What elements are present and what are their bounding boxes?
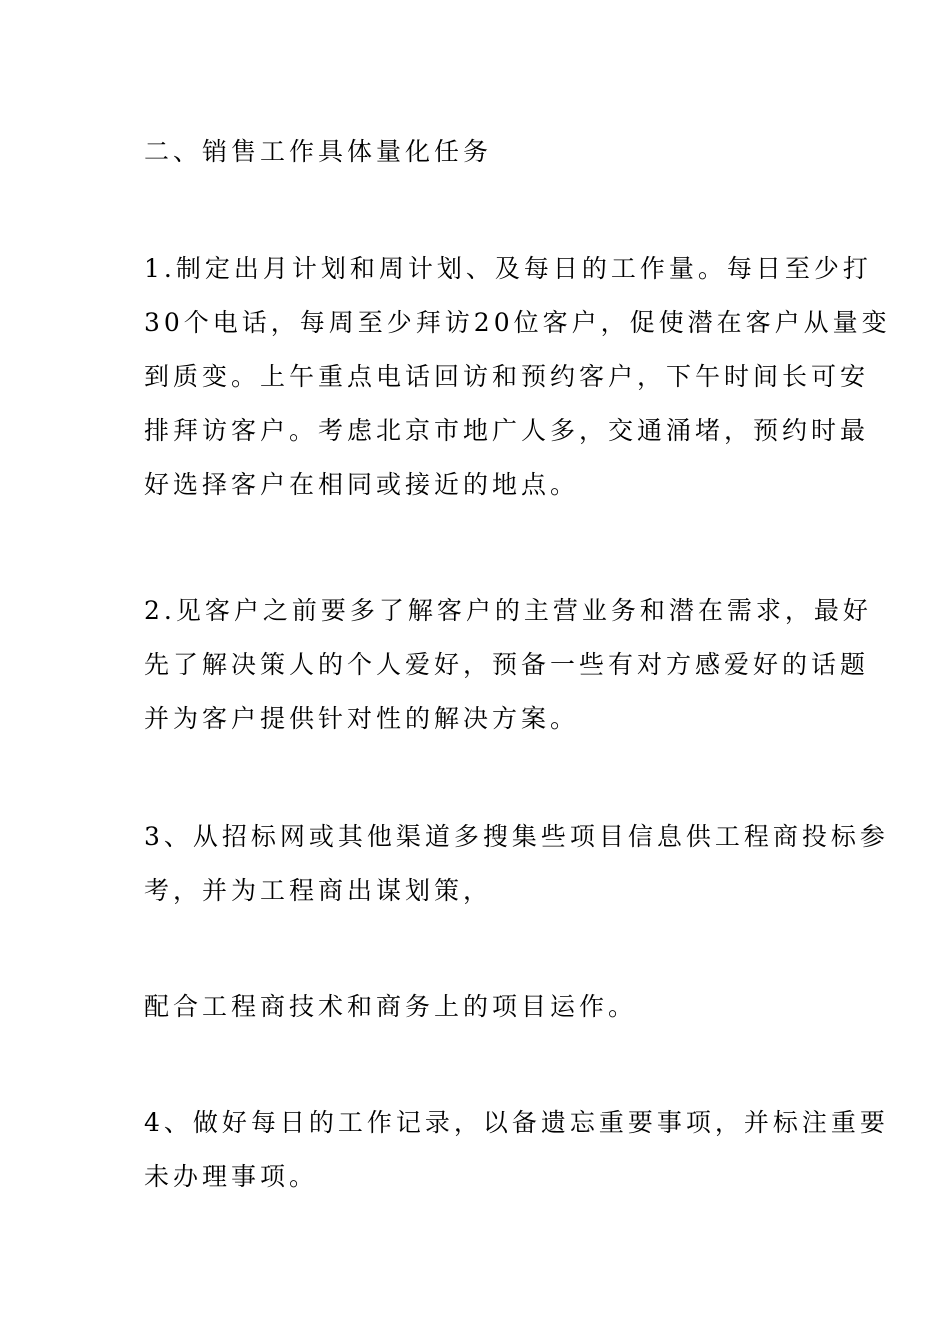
paragraph-line: 3、从招标网或其他渠道多搜集些项目信息供工程商投标参 [144, 822, 889, 851]
paragraph-1 [144, 242, 891, 512]
paragraph-2 [144, 584, 872, 746]
paragraph-line: 30个电话，每周至少拜访20位客户，促使潜在客户从量变 [144, 308, 891, 337]
paragraph-line: 并为客户提供针对性的解决方案。 [144, 704, 580, 733]
paragraph-line: 到质变。上午重点电话回访和预约客户，下午时间长可安 [144, 362, 870, 391]
paragraph-line: 排拜访客户。考虑北京市地广人多，交通涌堵，预约时最 [144, 416, 870, 445]
paragraph-5 [144, 1096, 889, 1204]
paragraph-line: 未办理事项。 [144, 1162, 319, 1191]
paragraph-line: 1.制定出月计划和周计划、及每日的工作量。每日至少打 [144, 254, 872, 283]
paragraph-4 [144, 980, 814, 1034]
heading-text: 二、销售工作具体量化任务 [144, 137, 493, 166]
paragraph-3 [144, 810, 889, 918]
paragraph-line: 配合工程商技术和商务上的项目运作。 [144, 992, 638, 1021]
paragraph-line: 先了解决策人的个人爱好，预备一些有对方感爱好的话题 [144, 650, 870, 679]
paragraph-line: 好选择客户在相同或接近的地点。 [144, 470, 580, 499]
paragraph-line: 4、做好每日的工作记录，以备遗忘重要事项，并标注重要 [144, 1108, 889, 1137]
paragraph-line: 考，并为工程商出谋划策， [144, 876, 493, 905]
paragraph-line: 2.见客户之前要多了解客户的主营业务和潜在需求，最好 [144, 596, 872, 625]
section-heading [144, 125, 814, 179]
